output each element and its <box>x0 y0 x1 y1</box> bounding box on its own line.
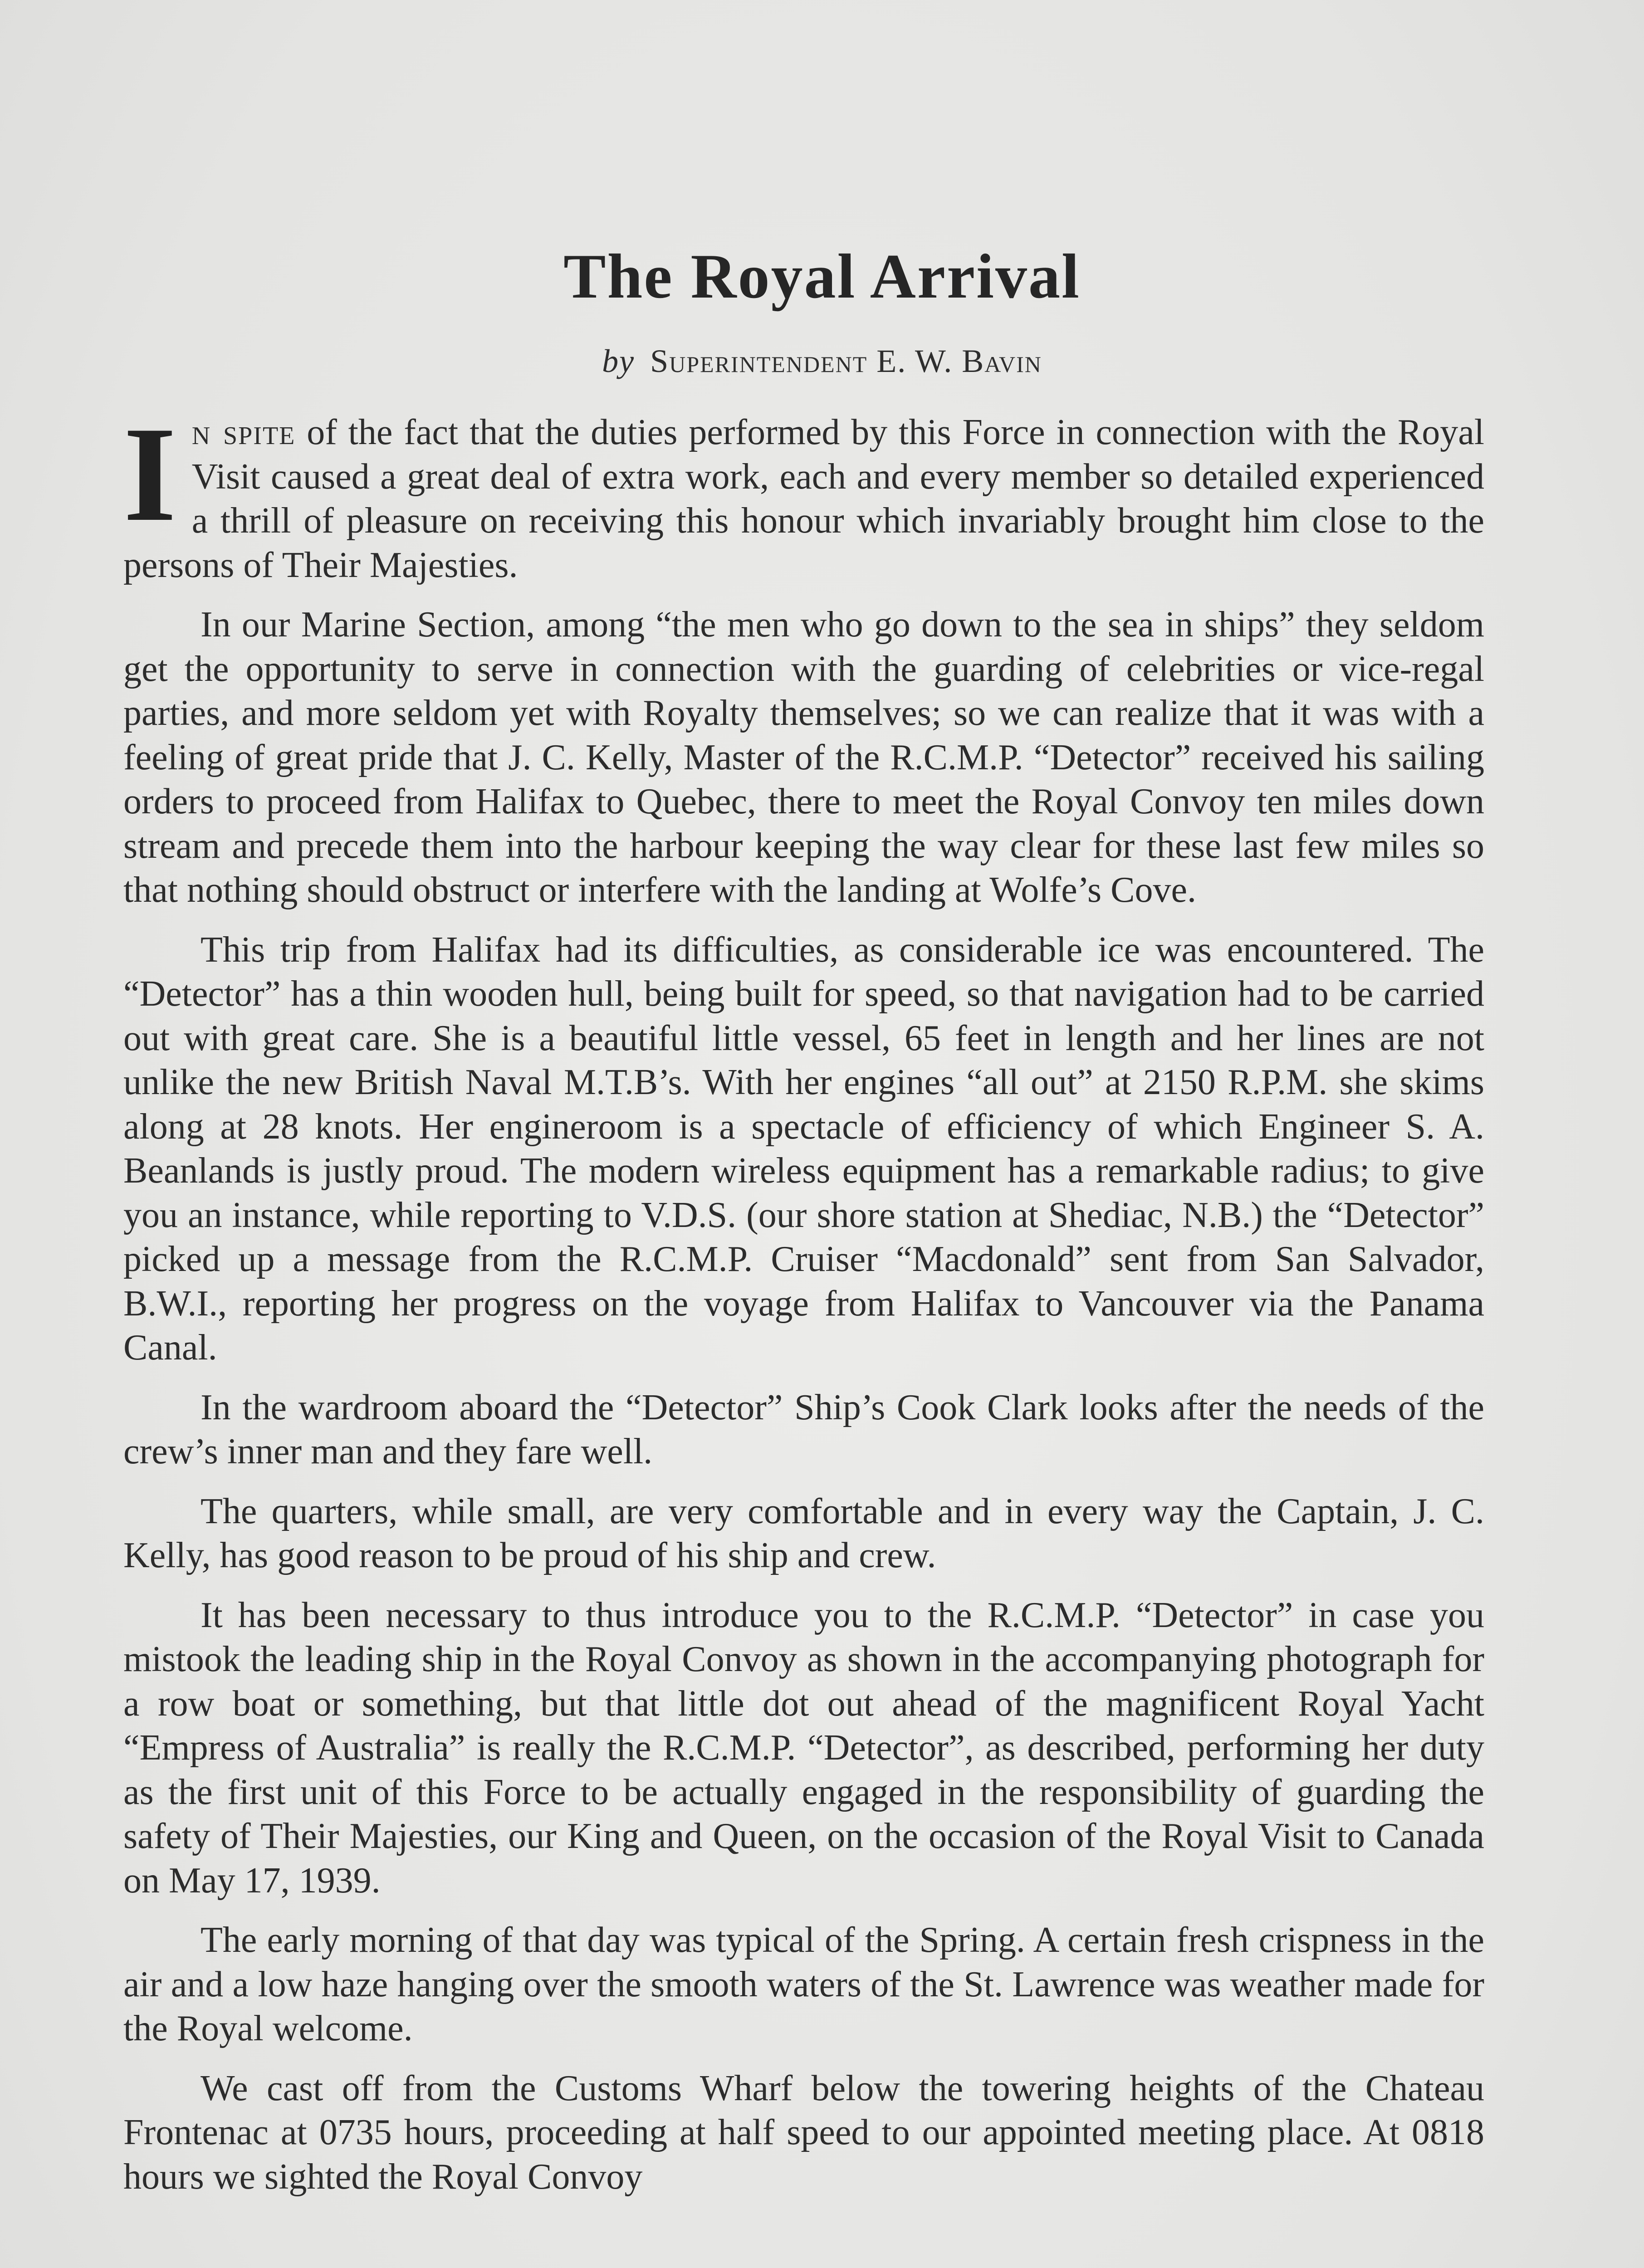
byline-prefix: by <box>602 343 635 379</box>
opening-words: n spite <box>191 412 296 452</box>
paragraph-2: In our Marine Section, among “the men who go down to the sea in ships” they seldom get the opportunity to serve in connection with the guarding of celebrities or vice-regal parties, and more seldom yet with Royalty themselves; so we can realize that it was with a feeling of great pride that J. C. Kelly, Master of the R.C.M.P. “Detector” received his sailing orders to proceed from Halifax to Quebec, there to meet the Royal Convoy ten miles down stream and precede them into the harbour keeping the way clear for these last few miles so that nothing should obstruct or interfere with the landing at Wolfe’s Cove. <box>123 605 1484 910</box>
paragraph-1 <box>123 399 1484 587</box>
paragraph-6: It has been necessary to thus introduce you to the R.C.M.P. “Detector” in case you mistook the leading ship in the Royal Convoy as shown in the accompanying photograph for a row boat or something, but that little dot out ahead of the magnificent Royal Yacht “Empress of Australia” is really the R.C.M.P. “Detector”, as described, performing her duty as the first unit of this Force to be actually engaged in the responsibility of guarding the safety of Their Majesties, our King and Queen, on the occasion of the Royal Visit to Canada on May 17, 1939. <box>123 1595 1484 1901</box>
paragraph-1-text: of the fact that the duties performed by this Force in connection with the Royal Visit caused a great deal of extra work, each and every member so detailed experienced a thrill of pleasure on receiving this honour which invariably brought him close to the persons of Their Majesties. <box>123 412 1484 585</box>
paragraph-3: This trip from Halifax had its difficulties, as considerable ice was encountered. The “Detector” has a thin wooden hull, being built for speed, so that navigation had to be carried out with great care. She is a beautiful little vessel, 65 feet in length and her lines are not unlike the new British Naval M.T.B’s. With her engines “all out” at 2150 R.P.M. she skims along at 28 knots. Her engineroom is a spectacle of efficiency of which Engineer S. A. Beanlands is justly proud. The modern wireless equipment has a remarkable radius; to give you an instance, while reporting to V.D.S. (our shore station at Shediac, N.B.) the “Detector” picked up a message from the R.C.M.P. Cruiser “Macdonald” sent from San Salvador, B.W.I., reporting her progress on the voyage from Halifax to Vancouver via the Panama Canal. <box>123 929 1484 1368</box>
article-body <box>123 399 1484 2214</box>
paragraph-4: In the wardroom aboard the “Detector” Ship’s Cook Clark looks after the needs of the crew’s inner man and they fare well. <box>123 1387 1484 1471</box>
drop-cap: I <box>123 399 176 549</box>
paragraph-8: We cast off from the Customs Wharf below the towering heights of the Chateau Frontenac at 0735 hours, proceeding at half speed to our appointed meeting place. At 0818 hours we sighted the Royal Convoy <box>123 2068 1484 2197</box>
article-byline <box>0 345 1644 377</box>
article-title: The Royal Arrival <box>563 241 1081 312</box>
paragraph-7: The early morning of that day was typical of the Spring. A certain fresh crispness in the air and a low haze hanging over the smooth waters of the St. Lawrence was weather made for the Royal welcome. <box>123 1920 1484 2048</box>
paragraph-5: The quarters, while small, are very comfortable and in every way the Captain, J. C. Kelly, has good reason to be proud of his ship and crew. <box>123 1491 1484 1575</box>
byline-author: Superintendent E. W. Bavin <box>650 343 1042 379</box>
